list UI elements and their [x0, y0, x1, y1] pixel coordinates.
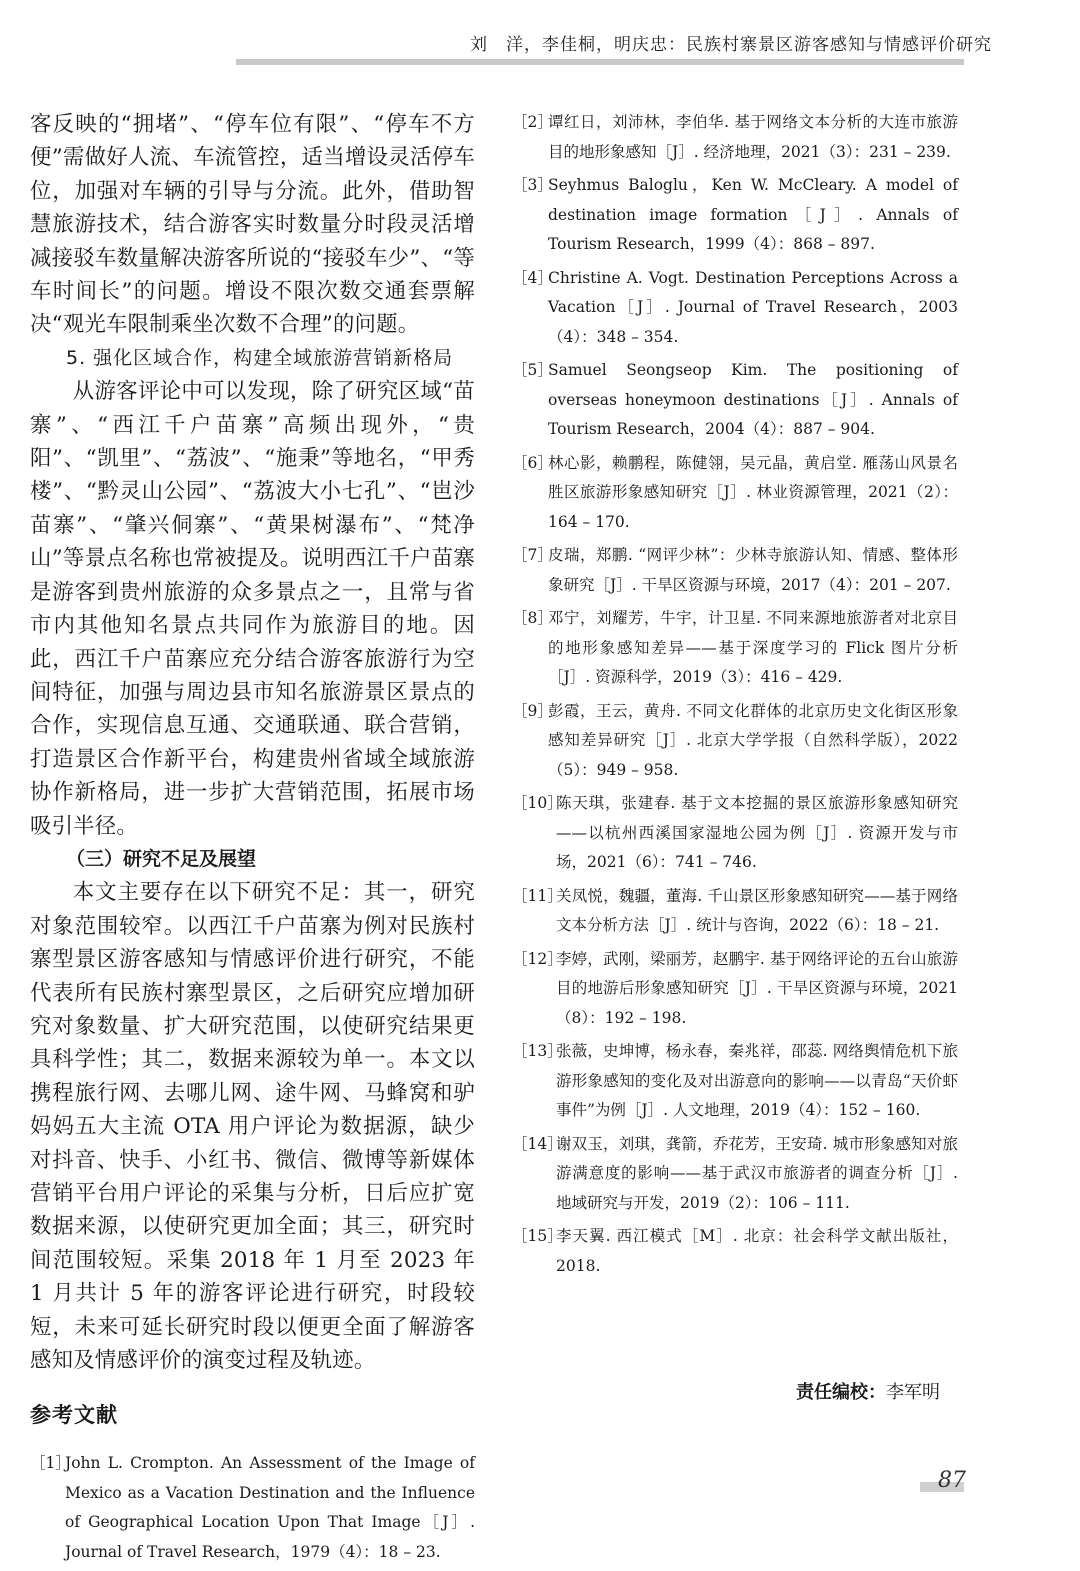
reference-number: ［9］ [512, 701, 553, 720]
reference-item [512, 171, 958, 260]
reference-number: ［12］ [512, 949, 563, 968]
body-paragraph-2: 从游客评论中可以发现，除了研究区域“苗寨”、“西江千户苗寨”高频出现外，“贵阳”、“凯里”、“荔波”、“施秉”等地名，“甲秀楼”、“黔灵山公园”、“荔波大小七孔”、“岜沙苗寨”、“肇兴侗寨”、“黄果树瀑布”、“梵净山”等景点名称也常被提及。说明西江千户苗寨是游客到贵州旅游的众多景点之一，且常与省市内其他知名景点共同作为旅游目的地。因此，西江千户苗寨应充分结合游客旅游行为空间特征，加强与周边县市知名旅游景区景点的合作，实现信息互通、交通联通、联合营销，打造景区合作新平台，构建贵州省域全域旅游协作新格局，进一步扩大营销范围，拓展市场吸引半径。 [30, 379, 475, 839]
reference-item [512, 541, 958, 600]
reference-item [512, 264, 958, 353]
reference-item [512, 945, 958, 1034]
reference-number: ［10］ [512, 794, 563, 812]
section-heading-5: 5. 强化区域合作，构建全域旅游营销新格局 [66, 346, 454, 369]
editor-label: 责任编校： [796, 1382, 886, 1403]
reference-number: ［11］ [512, 886, 563, 905]
reference-item [512, 882, 958, 941]
body-paragraph-3: 本文主要存在以下研究不足：其一，研究对象范围较窄。以西江千户苗寨为例对民族村寨型景区游客感知与情感评价进行研究，不能代表所有民族村寨型景区，之后研究应增加研究对象数量、扩大研究范围，以使研究结果更具科学性；其二，数据来源较为单一。本文以携程旅行网、去哪儿网、途牛网、马蜂窝和驴妈妈五大主流 OTA 用户评论为数据源，缺少对抖音、快手、小红书、微信、微博等新媒体营销平台用户评论的采集与分析，日后应扩宽数据来源，以使研究更加全面；其三，研究时间范围较短。采集 2018 年 1 月至 2023 年 1 月共计 5 年的游客评论进行研究，时段较短，未来可延长研究时段以便更全面了解游客感知及情感评价的演变过程及轨迹。 [30, 880, 475, 1374]
reference-number: ［8］ [512, 609, 553, 627]
references-title: 参考文献 [30, 1403, 118, 1428]
section-heading-3: （三）研究不足及展望 [66, 847, 257, 870]
reference-item [512, 449, 958, 538]
reference-item [512, 1037, 958, 1126]
reference-text: 关凤悦，魏疆，董海. 千山景区形象感知研究——基于网络文本分析方法［J］. 统计与咨询，2022（6）：18 – 21. [556, 886, 958, 934]
reference-item [512, 356, 958, 445]
reference-text: 谢双玉，刘琪，龚箭，乔花芳，王安琦. 城市形象感知对旅游满意度的影响——基于武汉市旅游者的调查分析［J］. 地域研究与开发，2019（2）：106 – 111. [556, 1134, 958, 1212]
reference-number: ［15］ [512, 1227, 563, 1245]
reference-text: Seyhmus Baloglu，Ken W. McCleary. A model of destination image formation［J］. Annals of Tourism Research，1999（4）：868 – 897. [548, 176, 958, 253]
reference-text: 邓宁，刘耀芳，牛宇，计卫星. 不同来源地旅游者对北京目的地形象感知差异——基于深度学习的 Flick 图片分析［J］. 资源科学，2019（3）：416 – 429. [548, 609, 958, 686]
left-column [30, 108, 475, 1571]
page-number: 87 [938, 1468, 966, 1493]
header-rule [236, 59, 964, 65]
reference-number: ［3］ [512, 176, 553, 194]
reference-text: 张薇，史坤博，杨永春，秦兆祥，邵蕊. 网络舆情危机下旅游形象感知的变化及对出游意向的影响——以青岛“天价虾事件”为例［J］. 人文地理，2019（4）：152 – 160. [556, 1042, 958, 1119]
reference-item [512, 1130, 958, 1219]
reference-item [512, 108, 958, 167]
reference-number: ［14］ [512, 1134, 563, 1153]
reference-text: 陈天琪，张建春. 基于文本挖掘的景区旅游形象感知研究——以杭州西溪国家湿地公园为例［J］. 资源开发与市场，2021（6）：741 – 746. [556, 794, 958, 871]
editor-credit [796, 1378, 940, 1404]
reference-number: ［13］ [512, 1042, 563, 1060]
body-paragraph-1: 客反映的“拥堵”、“停车位有限”、“停车不方便”需做好人流、车流管控，适当增设灵活停车位，加强对车辆的引导与分流。此外，借助智慧旅游技术，结合游客实时数量分时段灵活增减接驳车数量解决游客所说的“接驳车少”、“等车时间长”的问题。增设不限次数交通套票解决“观光车限制乘坐次数不合理”的问题。 [30, 112, 475, 338]
reference-text: 彭霞，王云，黄舟. 不同文化群体的北京历史文化街区形象感知差异研究［J］. 北京大学学报（自然科学版），2022（5）：949 – 958. [548, 701, 958, 779]
reference-item [30, 1449, 475, 1567]
right-column [512, 108, 958, 1285]
editor-name: 李军明 [886, 1382, 940, 1403]
running-header: 刘 洋，李佳桐，明庆忠：民族村寨景区游客感知与情感评价研究 [470, 35, 992, 55]
reference-number: ［1］ [30, 1454, 71, 1473]
reference-text: 谭红日，刘沛林，李伯华. 基于网络文本分析的大连市旅游目的地形象感知［J］. 经济地理，2021（3）：231 – 239. [548, 113, 958, 161]
reference-number: ［4］ [512, 268, 553, 287]
reference-item [512, 697, 958, 786]
reference-text: 林心影，赖鹏程，陈健翎，吴元晶，黄启堂. 雁荡山风景名胜区旅游形象感知研究［J］. 林业资源管理，2021（2）：164 – 170. [548, 453, 958, 531]
reference-number: ［5］ [512, 361, 553, 379]
reference-text: 皮瑞，郑鹏. “网评少林”：少林寺旅游认知、情感、整体形象研究［J］. 干旱区资源与环境，2017（4）：201 – 207. [548, 546, 958, 594]
reference-text: John L. Crompton. An Assessment of the Image of Mexico as a Vacation Destination and the Influence of Geographical Location Upon That Image［J］. Journal of Travel Research，1979（4）：18 – 23. [65, 1454, 475, 1561]
reference-text: Christine A. Vogt. Destination Perceptions Across a Vacation［J］. Journal of Travel Research，2003（4）：348 – 354. [548, 268, 958, 346]
reference-number: ［2］ [512, 113, 553, 131]
reference-item [512, 604, 958, 693]
reference-item [512, 789, 958, 878]
reference-text: 李婷，武刚，梁丽芳，赵鹏宇. 基于网络评论的五台山旅游目的地游后形象感知研究［J］. 干旱区资源与环境，2021（8）：192 – 198. [556, 949, 958, 1027]
reference-text: 李天翼. 西江模式［M］. 北京：社会科学文献出版社，2018. [556, 1227, 958, 1275]
reference-number: ［6］ [512, 453, 553, 472]
reference-item [512, 1222, 958, 1281]
reference-number: ［7］ [512, 546, 553, 564]
reference-text: Samuel Seongseop Kim. The positioning of overseas honeymoon destinations［J］. Annals of Tourism Research，2004（4）：887 – 904. [548, 361, 958, 438]
